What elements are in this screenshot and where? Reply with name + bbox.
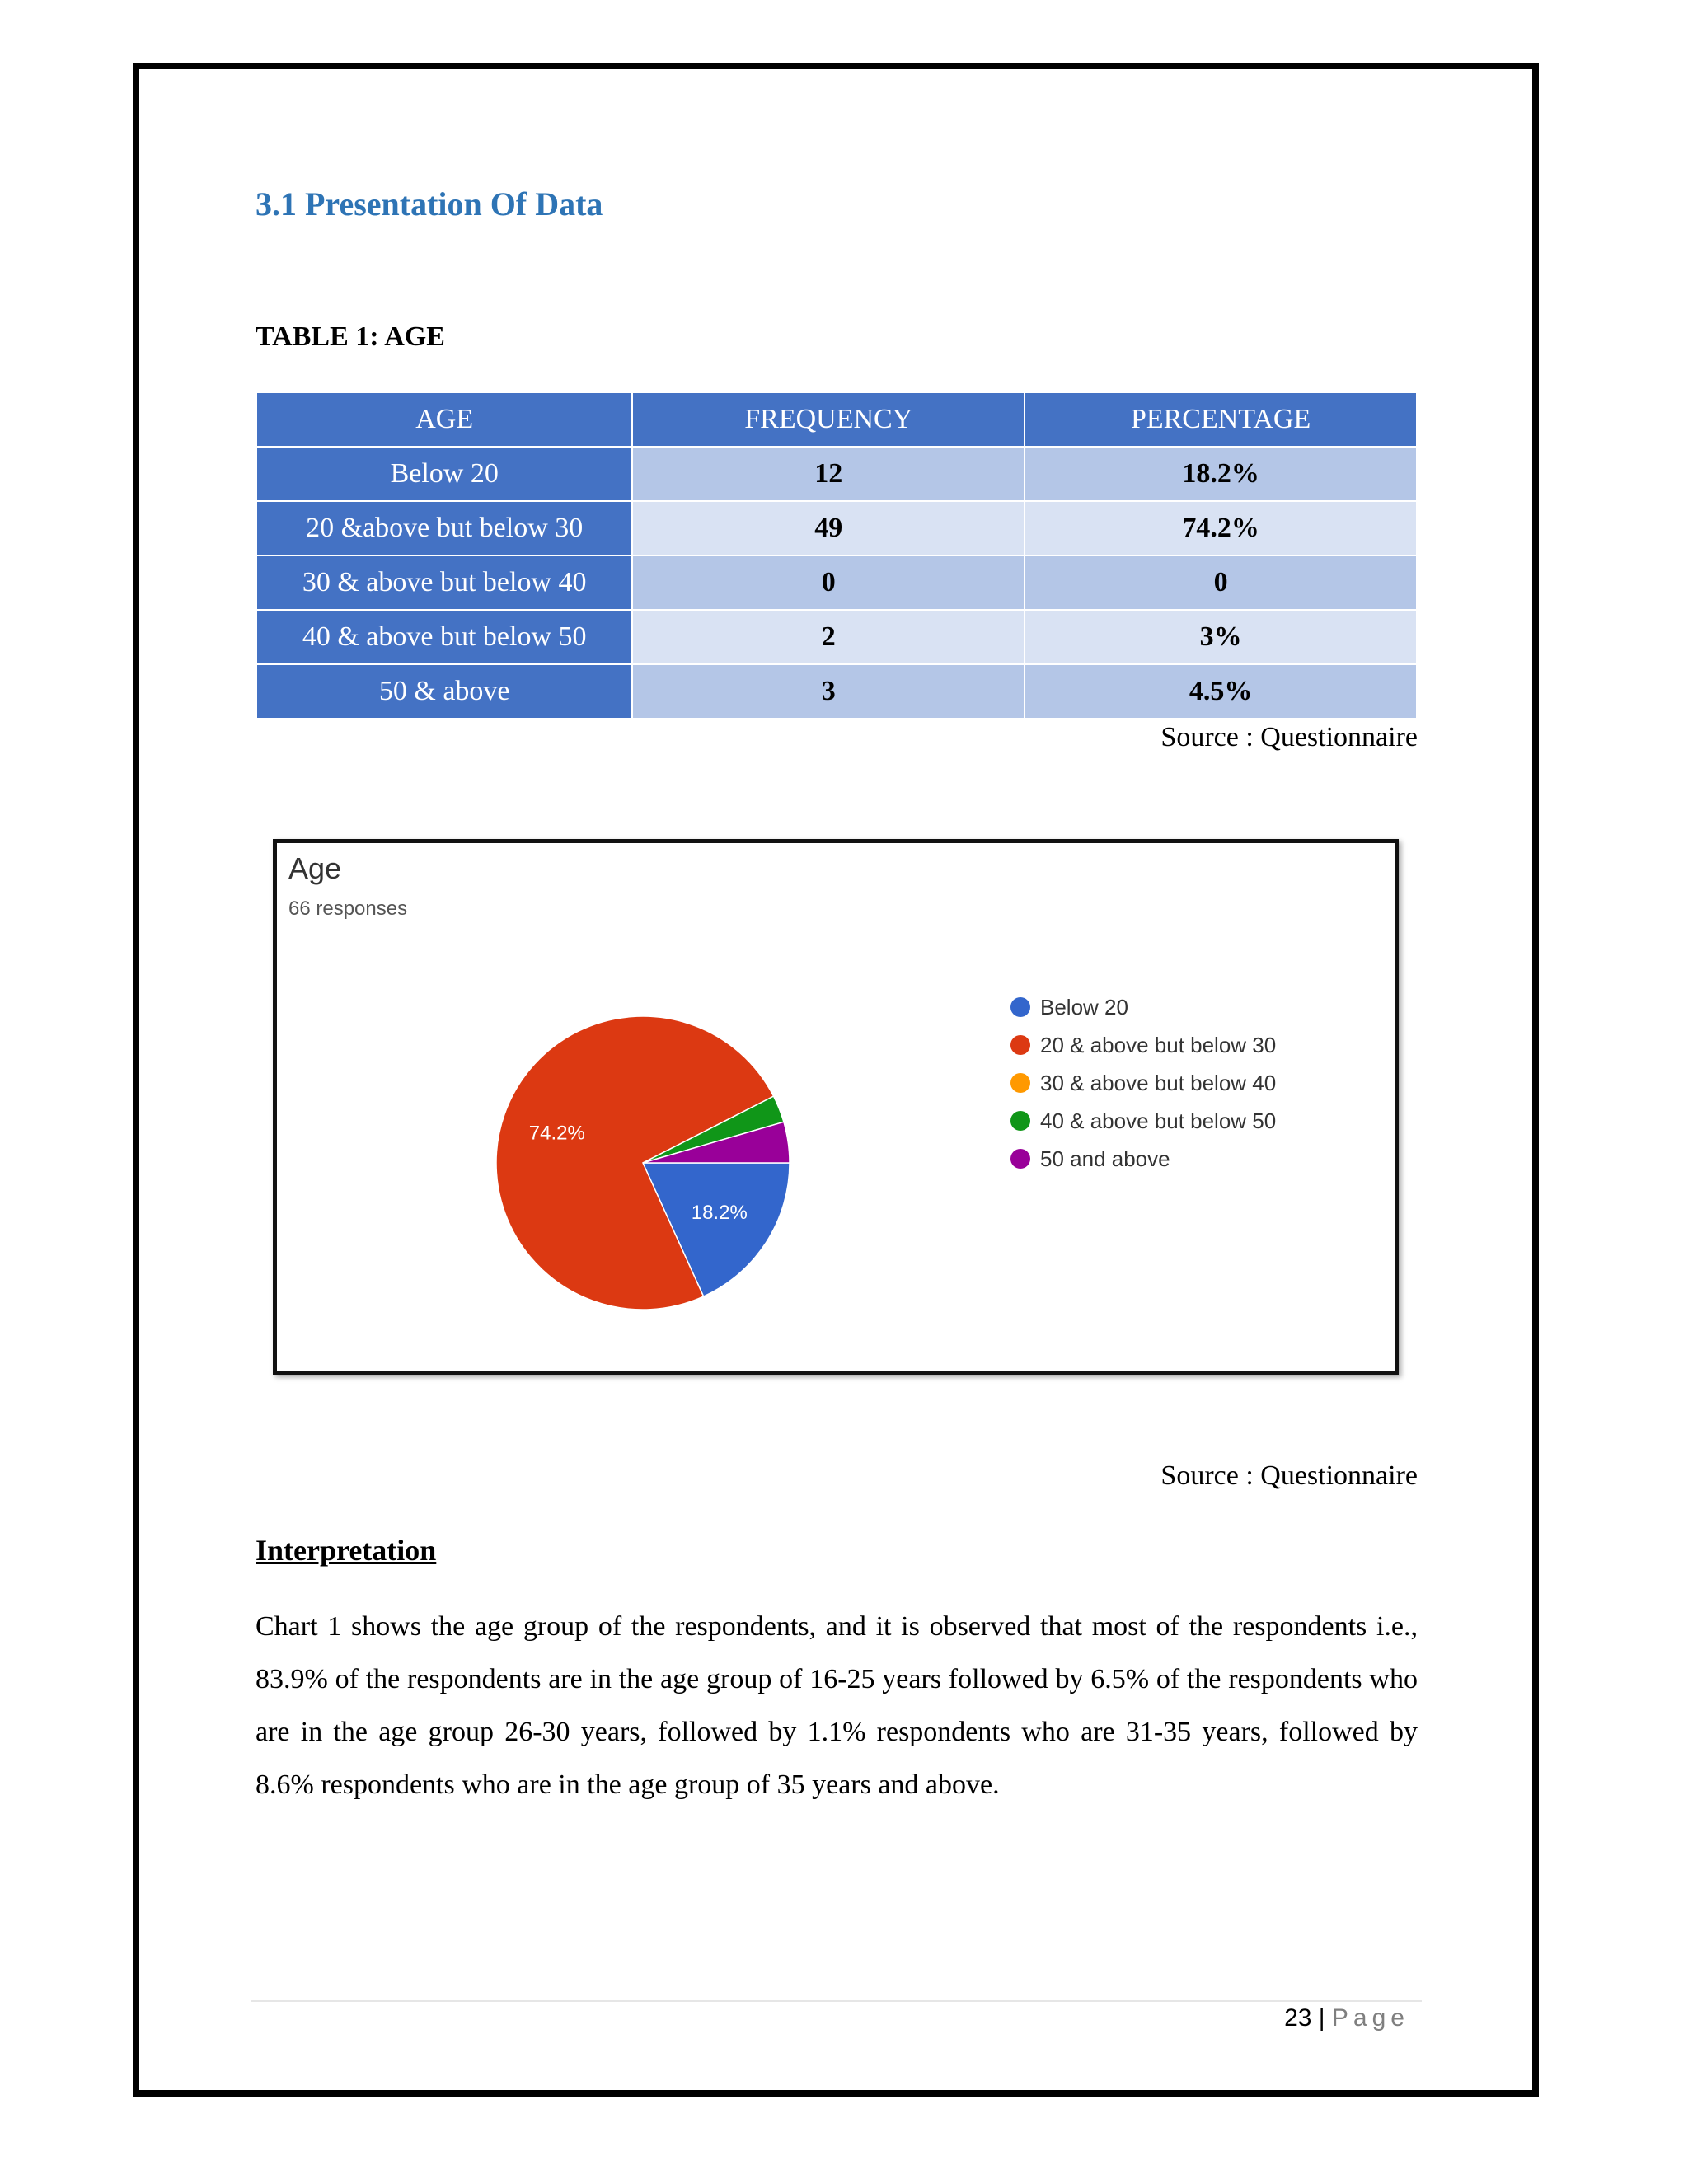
page-number-value: 23	[1284, 2004, 1312, 2032]
percentage-cell: 18.2%	[1025, 447, 1417, 501]
frequency-cell: 0	[632, 555, 1025, 610]
chart-source: Source : Questionnaire	[1160, 1460, 1418, 1491]
page-word: Page	[1331, 2004, 1409, 2032]
section-heading: 3.1 Presentation Of Data	[256, 185, 603, 223]
table-source: Source : Questionnaire	[1160, 722, 1418, 752]
legend-swatch	[1010, 997, 1030, 1017]
percentage-cell: 4.5%	[1025, 664, 1417, 719]
legend-swatch	[1010, 1111, 1030, 1131]
chart-legend	[1010, 988, 1276, 1178]
percentage-cell: 0	[1025, 555, 1417, 610]
table-row	[256, 664, 1417, 719]
page-number	[1284, 2004, 1409, 2032]
interpretation-title: Interpretation	[256, 1534, 437, 1567]
chart-title: Age	[288, 851, 342, 885]
frequency-cell: 2	[632, 610, 1025, 664]
table-row	[256, 555, 1417, 610]
age-cell: 30 & above but below 40	[256, 555, 632, 610]
table-row	[256, 447, 1417, 501]
table-header-row	[256, 392, 1417, 447]
age-cell: Below 20	[256, 447, 632, 501]
frequency-cell: 3	[632, 664, 1025, 719]
header-percentage: PERCENTAGE	[1025, 392, 1417, 447]
legend-item	[1010, 1140, 1276, 1178]
page-number-separator: |	[1318, 2004, 1325, 2032]
pie-data-label: 74.2%	[528, 1122, 585, 1145]
legend-label: 30 & above but below 40	[1040, 1070, 1277, 1095]
legend-item	[1010, 1026, 1276, 1064]
frequency-cell: 49	[632, 501, 1025, 555]
legend-label: 40 & above but below 50	[1040, 1108, 1277, 1133]
age-pie-chart	[273, 839, 1399, 1375]
legend-swatch	[1010, 1149, 1030, 1169]
chart-subtitle: 66 responses	[288, 898, 408, 920]
legend-label: Below 20	[1040, 994, 1128, 1019]
footer-divider	[251, 2000, 1422, 2002]
legend-label: 50 and above	[1040, 1146, 1170, 1171]
table-row	[256, 501, 1417, 555]
legend-item	[1010, 988, 1276, 1026]
legend-label: 20 & above but below 30	[1040, 1032, 1277, 1057]
percentage-cell: 3%	[1025, 610, 1417, 664]
frequency-cell: 12	[632, 447, 1025, 501]
age-table	[256, 391, 1418, 719]
table-title: TABLE 1: AGE	[256, 321, 445, 352]
header-age: AGE	[256, 392, 632, 447]
age-cell: 50 & above	[256, 664, 632, 719]
age-cell: 40 & above but below 50	[256, 610, 632, 664]
legend-item	[1010, 1102, 1276, 1140]
percentage-cell: 74.2%	[1025, 501, 1417, 555]
header-frequency: FREQUENCY	[632, 392, 1025, 447]
legend-item	[1010, 1064, 1276, 1102]
interpretation-paragraph: Chart 1 shows the age group of the respondents, and it is observed that most of the respondents i.e., 83.9% of the respondents are in the age group of 16-25 years followed by 6.5% of the respondents who are in the age group 26-30 years, followed by 1.1% respondents who are 31-35 years, followed by 8.6% respondents who are in the age group of 35 years and above.	[256, 1611, 1418, 1800]
pie-data-label: 18.2%	[691, 1201, 748, 1224]
table-row	[256, 610, 1417, 664]
age-cell: 20 &above but below 30	[256, 501, 632, 555]
legend-swatch	[1010, 1035, 1030, 1055]
legend-swatch	[1010, 1073, 1030, 1093]
